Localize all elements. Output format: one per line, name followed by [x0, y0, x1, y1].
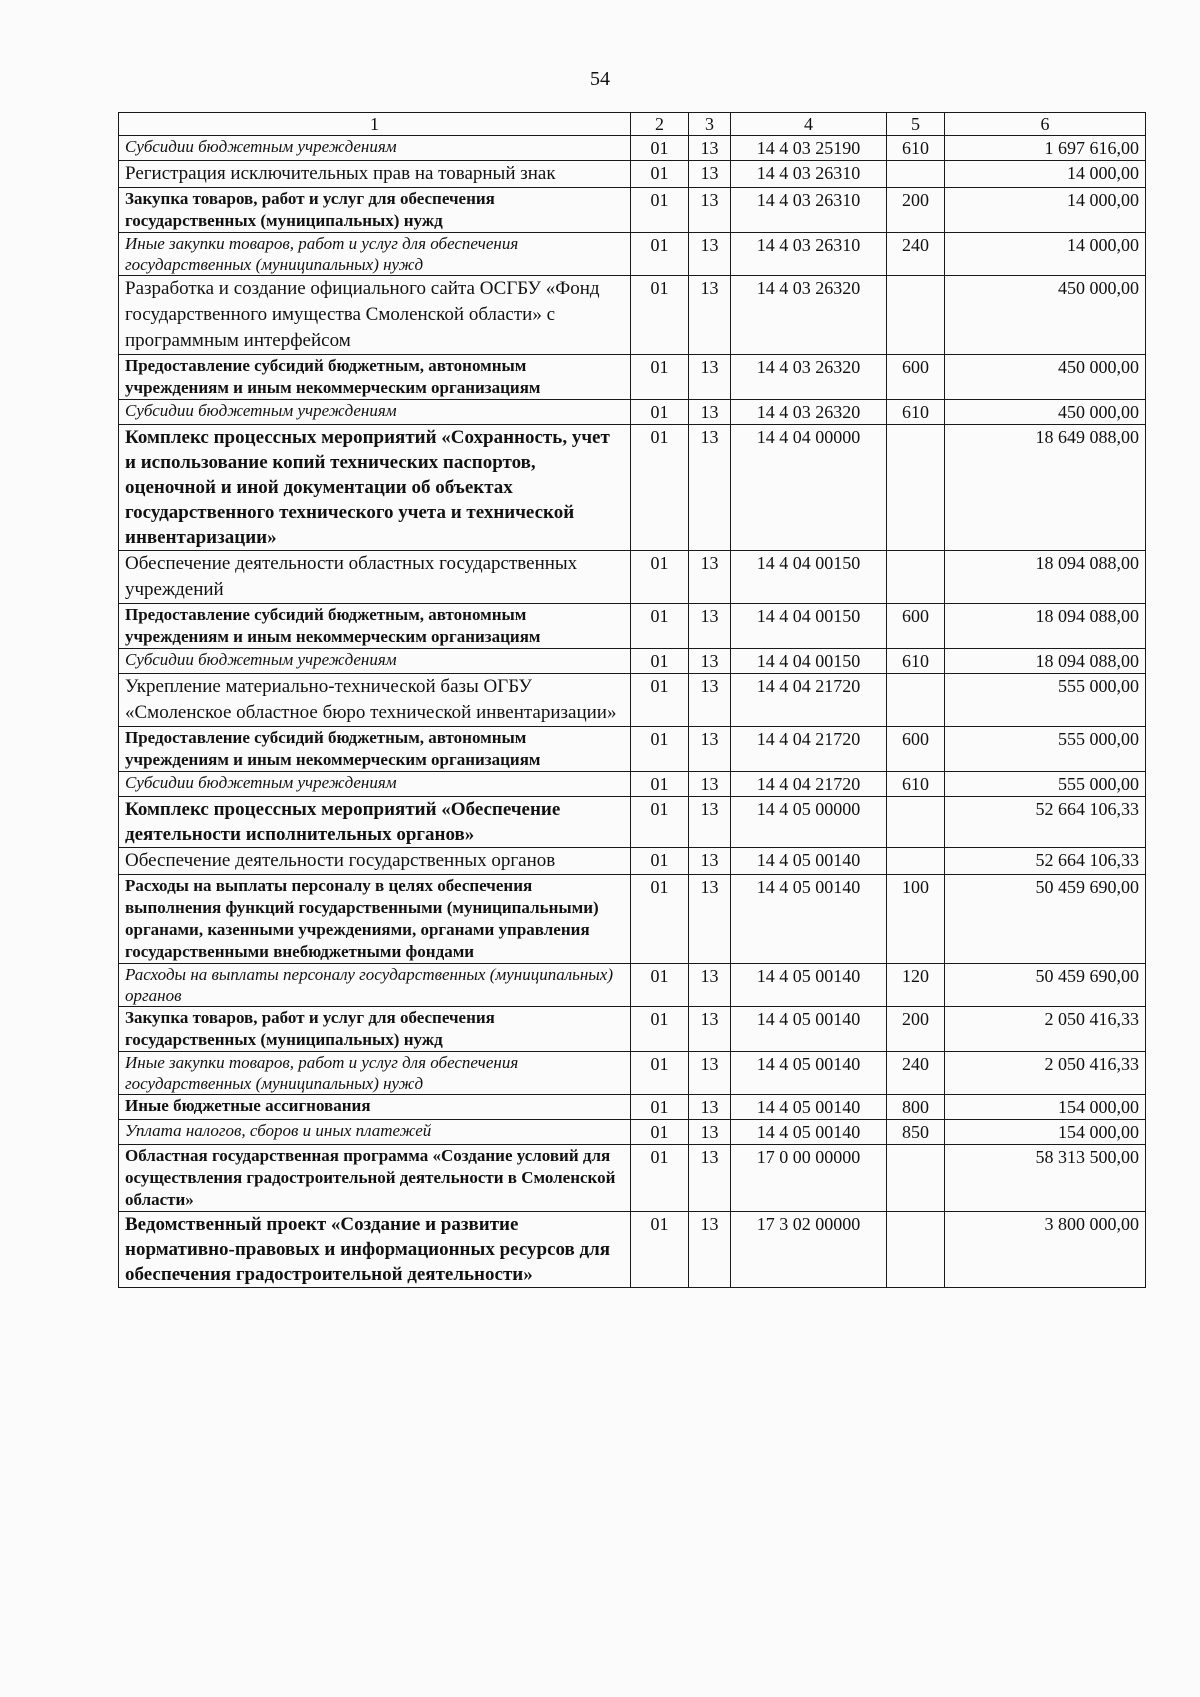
column-header: 3 [689, 113, 731, 136]
column-header: 1 [119, 113, 631, 136]
row-name-cell: Областная государственная программа «Создание условий для осуществления градостроительной деятельности в Смоленской области» [119, 1145, 631, 1212]
expense-type-cell [887, 674, 945, 727]
row-name-cell: Закупка товаров, работ и услуг для обеспечения государственных (муниципальных) нужд [119, 1007, 631, 1052]
expense-type-cell: 200 [887, 1007, 945, 1052]
row-name-cell: Уплата налогов, сборов и иных платежей [119, 1120, 631, 1145]
target-article-cell: 14 4 04 21720 [731, 727, 887, 772]
expense-type-cell: 800 [887, 1095, 945, 1120]
subsection-cell: 13 [689, 1007, 731, 1052]
table-row [119, 727, 1146, 772]
table-body [119, 136, 1146, 1288]
expense-type-cell [887, 551, 945, 604]
amount-cell: 14 000,00 [945, 188, 1146, 233]
section-cell: 01 [631, 1145, 689, 1212]
section-cell: 01 [631, 188, 689, 233]
expense-type-cell: 100 [887, 875, 945, 964]
amount-cell: 50 459 690,00 [945, 875, 1146, 964]
amount-cell: 18 649 088,00 [945, 425, 1146, 551]
section-cell: 01 [631, 400, 689, 425]
row-name-cell: Субсидии бюджетным учреждениям [119, 772, 631, 797]
subsection-cell: 13 [689, 136, 731, 161]
section-cell: 01 [631, 1052, 689, 1095]
target-article-cell: 14 4 04 00150 [731, 649, 887, 674]
page-number: 54 [590, 68, 610, 90]
row-name-cell: Комплекс процессных мероприятий «Сохранность, учет и использование копий технических паспортов, оценочной и иной документации об объектах государственного технического учета и технической инвентаризации» [119, 425, 631, 551]
table-row [119, 604, 1146, 649]
row-name-cell: Субсидии бюджетным учреждениям [119, 400, 631, 425]
column-header: 4 [731, 113, 887, 136]
section-cell: 01 [631, 425, 689, 551]
table-row [119, 875, 1146, 964]
table-row [119, 674, 1146, 727]
subsection-cell: 13 [689, 604, 731, 649]
budget-table [118, 112, 1146, 1288]
section-cell: 01 [631, 649, 689, 674]
subsection-cell: 13 [689, 797, 731, 848]
target-article-cell: 14 4 03 26310 [731, 161, 887, 188]
expense-type-cell: 240 [887, 233, 945, 276]
section-cell: 01 [631, 674, 689, 727]
table-row [119, 772, 1146, 797]
section-cell: 01 [631, 875, 689, 964]
subsection-cell: 13 [689, 875, 731, 964]
row-name-cell: Расходы на выплаты персоналу государственных (муниципальных) органов [119, 964, 631, 1007]
table-row [119, 1120, 1146, 1145]
amount-cell: 52 664 106,33 [945, 797, 1146, 848]
expense-type-cell [887, 797, 945, 848]
row-name-cell: Иные бюджетные ассигнования [119, 1095, 631, 1120]
column-header: 2 [631, 113, 689, 136]
section-cell: 01 [631, 551, 689, 604]
amount-cell: 2 050 416,33 [945, 1007, 1146, 1052]
amount-cell: 154 000,00 [945, 1095, 1146, 1120]
row-name-cell: Предоставление субсидий бюджетным, автономным учреждениям и иным некоммерческим организациям [119, 604, 631, 649]
table-row [119, 1095, 1146, 1120]
expense-type-cell [887, 848, 945, 875]
target-article-cell: 14 4 05 00140 [731, 964, 887, 1007]
expense-type-cell [887, 161, 945, 188]
table-row [119, 797, 1146, 848]
amount-cell: 555 000,00 [945, 674, 1146, 727]
section-cell: 01 [631, 797, 689, 848]
target-article-cell: 14 4 03 26320 [731, 276, 887, 355]
subsection-cell: 13 [689, 1120, 731, 1145]
row-name-cell: Предоставление субсидий бюджетным, автономным учреждениям и иным некоммерческим организациям [119, 727, 631, 772]
subsection-cell: 13 [689, 727, 731, 772]
table-row [119, 1007, 1146, 1052]
subsection-cell: 13 [689, 1095, 731, 1120]
section-cell: 01 [631, 355, 689, 400]
subsection-cell: 13 [689, 848, 731, 875]
amount-cell: 450 000,00 [945, 400, 1146, 425]
subsection-cell: 13 [689, 425, 731, 551]
table-row [119, 355, 1146, 400]
target-article-cell: 14 4 05 00140 [731, 1007, 887, 1052]
table-row [119, 551, 1146, 604]
subsection-cell: 13 [689, 1212, 731, 1288]
target-article-cell: 14 4 04 00150 [731, 604, 887, 649]
target-article-cell: 14 4 05 00140 [731, 1095, 887, 1120]
section-cell: 01 [631, 964, 689, 1007]
row-name-cell: Ведомственный проект «Создание и развитие нормативно-правовых и информационных ресурсов для обеспечения градостроительной деятельности» [119, 1212, 631, 1288]
target-article-cell: 14 4 04 00150 [731, 551, 887, 604]
target-article-cell: 14 4 03 26310 [731, 233, 887, 276]
section-cell: 01 [631, 1212, 689, 1288]
amount-cell: 18 094 088,00 [945, 649, 1146, 674]
expense-type-cell: 610 [887, 400, 945, 425]
target-article-cell: 14 4 05 00140 [731, 1052, 887, 1095]
target-article-cell: 14 4 04 00000 [731, 425, 887, 551]
table-row [119, 649, 1146, 674]
amount-cell: 3 800 000,00 [945, 1212, 1146, 1288]
table-row [119, 276, 1146, 355]
amount-cell: 58 313 500,00 [945, 1145, 1146, 1212]
subsection-cell: 13 [689, 772, 731, 797]
expense-type-cell [887, 276, 945, 355]
section-cell: 01 [631, 233, 689, 276]
expense-type-cell: 610 [887, 649, 945, 674]
target-article-cell: 14 4 03 26310 [731, 188, 887, 233]
row-name-cell: Разработка и создание официального сайта ОСГБУ «Фонд государственного имущества Смоленской области» с программным интерфейсом [119, 276, 631, 355]
table-row [119, 136, 1146, 161]
subsection-cell: 13 [689, 400, 731, 425]
section-cell: 01 [631, 276, 689, 355]
subsection-cell: 13 [689, 355, 731, 400]
section-cell: 01 [631, 848, 689, 875]
section-cell: 01 [631, 136, 689, 161]
subsection-cell: 13 [689, 649, 731, 674]
expense-type-cell: 600 [887, 355, 945, 400]
table-row [119, 1052, 1146, 1095]
table-row [119, 400, 1146, 425]
expense-type-cell: 200 [887, 188, 945, 233]
table-row [119, 233, 1146, 276]
subsection-cell: 13 [689, 276, 731, 355]
target-article-cell: 14 4 03 26320 [731, 400, 887, 425]
table-row [119, 1212, 1146, 1288]
expense-type-cell: 610 [887, 772, 945, 797]
table-row [119, 848, 1146, 875]
subsection-cell: 13 [689, 233, 731, 276]
column-header: 5 [887, 113, 945, 136]
section-cell: 01 [631, 1095, 689, 1120]
amount-cell: 450 000,00 [945, 276, 1146, 355]
amount-cell: 52 664 106,33 [945, 848, 1146, 875]
expense-type-cell: 600 [887, 604, 945, 649]
target-article-cell: 17 0 00 00000 [731, 1145, 887, 1212]
row-name-cell: Предоставление субсидий бюджетным, автономным учреждениям и иным некоммерческим организациям [119, 355, 631, 400]
target-article-cell: 17 3 02 00000 [731, 1212, 887, 1288]
row-name-cell: Регистрация исключительных прав на товарный знак [119, 161, 631, 188]
row-name-cell: Обеспечение деятельности областных государственных учреждений [119, 551, 631, 604]
subsection-cell: 13 [689, 674, 731, 727]
subsection-cell: 13 [689, 551, 731, 604]
target-article-cell: 14 4 05 00140 [731, 1120, 887, 1145]
section-cell: 01 [631, 1007, 689, 1052]
expense-type-cell: 610 [887, 136, 945, 161]
amount-cell: 2 050 416,33 [945, 1052, 1146, 1095]
row-name-cell: Субсидии бюджетным учреждениям [119, 136, 631, 161]
amount-cell: 154 000,00 [945, 1120, 1146, 1145]
section-cell: 01 [631, 1120, 689, 1145]
expense-type-cell [887, 425, 945, 551]
subsection-cell: 13 [689, 964, 731, 1007]
target-article-cell: 14 4 04 21720 [731, 772, 887, 797]
table-row [119, 964, 1146, 1007]
target-article-cell: 14 4 05 00140 [731, 875, 887, 964]
expense-type-cell: 120 [887, 964, 945, 1007]
table-header-row [119, 113, 1146, 136]
row-name-cell: Укрепление материально-технической базы ОГБУ «Смоленское областное бюро технической инвентаризации» [119, 674, 631, 727]
table-row [119, 161, 1146, 188]
subsection-cell: 13 [689, 1145, 731, 1212]
amount-cell: 555 000,00 [945, 727, 1146, 772]
target-article-cell: 14 4 05 00140 [731, 848, 887, 875]
table-row [119, 188, 1146, 233]
target-article-cell: 14 4 05 00000 [731, 797, 887, 848]
row-name-cell: Комплекс процессных мероприятий «Обеспечение деятельности исполнительных органов» [119, 797, 631, 848]
table-row [119, 1145, 1146, 1212]
amount-cell: 555 000,00 [945, 772, 1146, 797]
amount-cell: 450 000,00 [945, 355, 1146, 400]
expense-type-cell [887, 1212, 945, 1288]
amount-cell: 14 000,00 [945, 233, 1146, 276]
expense-type-cell: 600 [887, 727, 945, 772]
row-name-cell: Субсидии бюджетным учреждениям [119, 649, 631, 674]
subsection-cell: 13 [689, 161, 731, 188]
row-name-cell: Обеспечение деятельности государственных органов [119, 848, 631, 875]
section-cell: 01 [631, 727, 689, 772]
amount-cell: 18 094 088,00 [945, 551, 1146, 604]
amount-cell: 18 094 088,00 [945, 604, 1146, 649]
section-cell: 01 [631, 772, 689, 797]
subsection-cell: 13 [689, 1052, 731, 1095]
subsection-cell: 13 [689, 188, 731, 233]
row-name-cell: Иные закупки товаров, работ и услуг для обеспечения государственных (муниципальных) нужд [119, 1052, 631, 1095]
target-article-cell: 14 4 04 21720 [731, 674, 887, 727]
amount-cell: 1 697 616,00 [945, 136, 1146, 161]
expense-type-cell: 850 [887, 1120, 945, 1145]
expense-type-cell [887, 1145, 945, 1212]
row-name-cell: Закупка товаров, работ и услуг для обеспечения государственных (муниципальных) нужд [119, 188, 631, 233]
column-header: 6 [945, 113, 1146, 136]
expense-type-cell: 240 [887, 1052, 945, 1095]
amount-cell: 50 459 690,00 [945, 964, 1146, 1007]
amount-cell: 14 000,00 [945, 161, 1146, 188]
section-cell: 01 [631, 161, 689, 188]
target-article-cell: 14 4 03 25190 [731, 136, 887, 161]
table-row [119, 425, 1146, 551]
target-article-cell: 14 4 03 26320 [731, 355, 887, 400]
row-name-cell: Иные закупки товаров, работ и услуг для обеспечения государственных (муниципальных) нужд [119, 233, 631, 276]
row-name-cell: Расходы на выплаты персоналу в целях обеспечения выполнения функций государственными (муниципальными) органами, казенными учреждениями, органами управления государственными внебюджетными фондами [119, 875, 631, 964]
section-cell: 01 [631, 604, 689, 649]
